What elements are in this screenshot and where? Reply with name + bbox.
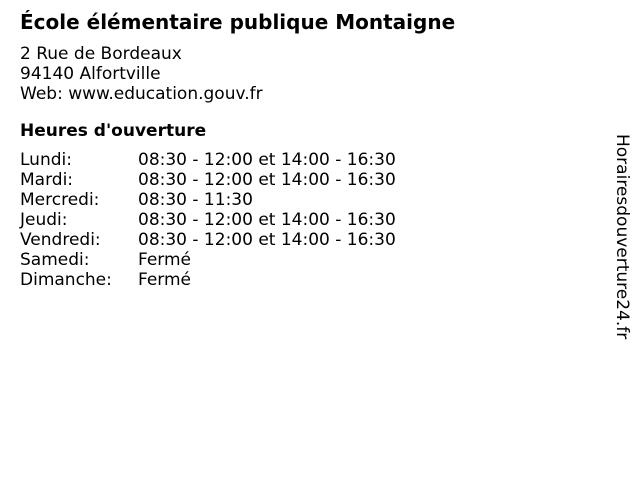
city-address: 94140 Alfortville [20,64,161,84]
day-label: Mercredi: [20,190,100,210]
hours-row-tuesday [20,170,600,190]
time-range: Fermé [138,250,192,270]
time-range: 08:30 - 12:00 et 14:00 - 16:30 [138,230,396,250]
day-label: Dimanche: [20,270,112,290]
day-label: Mardi: [20,170,74,190]
site-brand-vertical: Horairesdouverture24.fr [612,134,632,340]
hours-row-friday [20,230,600,250]
hours-row-wednesday [20,190,600,210]
time-range: 08:30 - 12:00 et 14:00 - 16:30 [138,170,396,190]
time-range: 08:30 - 12:00 et 14:00 - 16:30 [138,210,396,230]
hours-row-thursday [20,210,600,230]
day-label: Jeudi: [20,210,68,230]
day-label: Lundi: [20,150,72,170]
school-title: École élémentaire publique Montaigne [20,10,456,34]
hours-row-monday [20,150,600,170]
time-range: Fermé [138,270,192,290]
opening-hours-heading: Heures d'ouverture [20,121,207,141]
time-range: 08:30 - 12:00 et 14:00 - 16:30 [138,150,396,170]
day-label: Samedi: [20,250,90,270]
hours-row-saturday [20,250,600,270]
day-label: Vendredi: [20,230,101,250]
address-block [20,44,600,104]
hours-row-sunday [20,270,600,290]
street-address: 2 Rue de Bordeaux [20,44,182,64]
school-info-card [20,8,600,290]
website-link[interactable]: Web: www.education.gouv.fr [20,84,263,104]
time-range: 08:30 - 11:30 [138,190,253,210]
opening-hours-table [20,150,600,290]
